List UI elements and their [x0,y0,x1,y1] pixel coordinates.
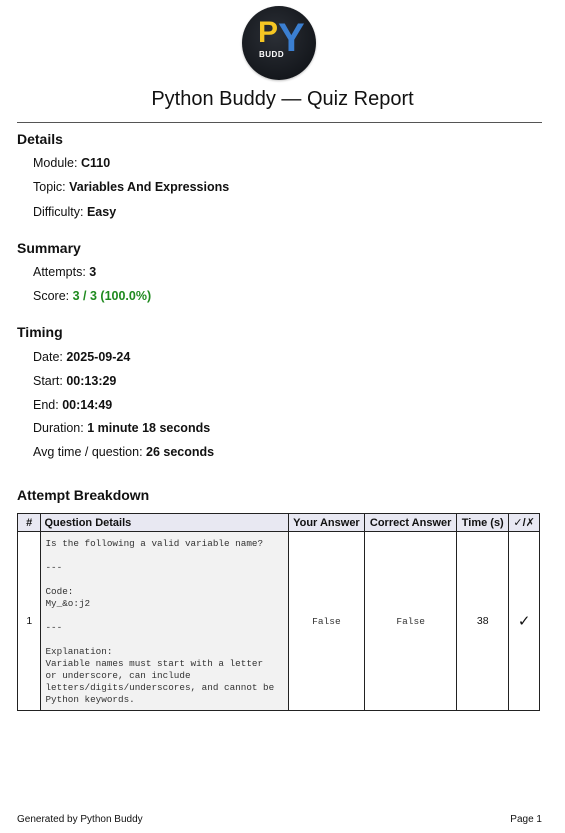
table-row [18,532,540,711]
score-label: Score: [33,289,73,303]
explanation-line: letters/digits/underscores, and cannot be [45,682,275,693]
score-line [33,289,151,303]
question-text: Is the following a valid variable name? [45,538,264,549]
end-label: End: [33,398,63,412]
topic-label: Topic: [33,180,70,194]
topic-value: Variables And Expressions [69,180,230,194]
separator: --- [45,562,63,573]
logo-wordmark: BUDD [259,50,285,59]
difficulty-label: Difficulty: [33,205,87,219]
table-header-row [18,514,540,532]
your-answer-cell: False [288,532,364,711]
module-label: Module: [33,156,81,170]
col-header-time: Time (s) [457,514,509,532]
avg-time-line [33,445,214,459]
col-header-your-answer: Your Answer [288,514,364,532]
duration-label: Duration: [33,421,88,435]
row-number: 1 [18,532,41,711]
explanation-line: or underscore, can include [45,670,191,681]
title-divider [17,122,542,123]
module-value: C110 [80,156,111,170]
logo-letter-y: Y [278,16,305,60]
explanation-line: Python keywords. [45,694,135,705]
details-heading: Details [17,131,63,147]
difficulty-line [33,205,116,219]
col-header-question-details: Question Details [41,514,288,532]
explanation-line: Variable names must start with a letter [45,658,264,669]
module-line [33,156,110,170]
duration-value: 1 minute 18 seconds [87,421,211,435]
explanation-label: Explanation: [45,646,113,657]
col-header-result: ✓/✗ [509,514,540,532]
end-line [33,398,112,412]
breakdown-heading: Attempt Breakdown [17,487,150,503]
date-label: Date: [33,350,67,364]
separator: --- [45,622,63,633]
difficulty-value: Easy [86,205,117,219]
score-value: 3 / 3 (100.0%) [72,289,152,303]
attempts-label: Attempts: [33,265,90,279]
date-value: 2025-09-24 [66,350,131,364]
avg-time-label: Avg time / question: [33,445,147,459]
report-title: Python Buddy — Quiz Report [151,88,414,110]
topic-line [33,180,229,194]
check-mark-icon: ✓ [509,532,540,711]
correct-answer-cell: False [365,532,457,711]
summary-heading: Summary [17,240,81,256]
logo-letter-p: P [258,16,279,49]
start-value: 00:13:29 [66,374,117,388]
code-text: My_&o:j2 [45,598,91,609]
question-details-cell [41,532,288,711]
start-line [33,374,116,388]
col-header-correct-answer: Correct Answer [365,514,457,532]
footer-generated-by: Generated by Python Buddy [17,814,143,825]
python-buddy-logo [242,6,316,80]
duration-line [33,421,210,435]
footer-page-number: Page 1 [510,814,542,825]
col-header-number: # [18,514,41,532]
time-cell: 38 [457,532,509,711]
date-line [33,350,130,364]
code-label: Code: [45,586,74,597]
end-value: 00:14:49 [62,398,113,412]
start-label: Start: [33,374,67,388]
attempt-breakdown-table [17,513,540,711]
attempts-value: 3 [89,265,97,279]
timing-heading: Timing [17,324,63,340]
attempts-line [33,265,96,279]
avg-time-value: 26 seconds [146,445,215,459]
